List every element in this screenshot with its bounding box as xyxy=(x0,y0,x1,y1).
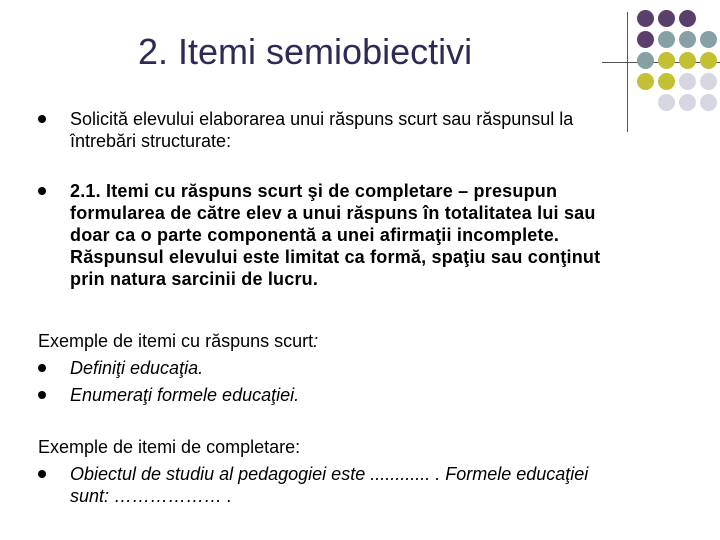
dot-teal xyxy=(637,52,654,69)
dot-purple xyxy=(658,10,675,27)
dot-purple xyxy=(637,31,654,48)
bullet-text-line: doar ca o parte componentă a unei afirmaţii incomplete. xyxy=(70,225,560,245)
dot-lavender xyxy=(679,73,696,90)
dot-olive xyxy=(700,52,717,69)
dot-teal xyxy=(679,31,696,48)
decorative-dot-grid xyxy=(637,10,720,120)
bullet-item xyxy=(38,108,688,152)
dot-teal xyxy=(700,31,717,48)
dot-lavender xyxy=(700,73,717,90)
examples-short-heading xyxy=(38,330,688,352)
bullet-text-line: 2.1. Itemi cu răspuns scurt şi de completare – presupun xyxy=(70,181,558,201)
list-item-text-line: Obiectul de studiu al pedagogiei este ............ . Formele educaţiei xyxy=(70,464,589,484)
list-item-text: Enumeraţi formele educaţiei. xyxy=(70,385,300,405)
bullet-icon xyxy=(38,115,46,123)
list-item-text-line: sunt: ……………… . xyxy=(70,486,233,506)
dot-olive xyxy=(658,52,675,69)
bullet-text-line: Răspunsul elevului este limitat ca formă, spaţiu sau conţinut xyxy=(70,247,601,267)
bullet-icon xyxy=(38,391,46,399)
bullet-text-line: prin natura sarcinii de lucru. xyxy=(70,269,319,289)
list-item-text xyxy=(70,463,588,507)
dot-olive xyxy=(658,73,675,90)
examples-completion-heading: Exemple de itemi de completare: xyxy=(38,437,301,457)
bullet-icon xyxy=(38,187,46,195)
list-item xyxy=(38,357,688,379)
dot-olive xyxy=(637,73,654,90)
bullet-text-line: Solicită elevului elaborarea unui răspuns scurt sau răspunsul la xyxy=(70,109,574,129)
list-item xyxy=(38,384,688,406)
list-item xyxy=(38,463,688,507)
bullet-item xyxy=(38,180,688,290)
dot-purple xyxy=(637,10,654,27)
examples-short-heading-text: Exemple de itemi cu răspuns scurt xyxy=(38,331,314,351)
bullet-text-line: întrebări structurate: xyxy=(70,131,232,151)
bullet-text-line: formularea de către elev a unui răspuns în totalitatea lui sau xyxy=(70,203,596,223)
bullet-text xyxy=(70,108,573,152)
bullet-icon xyxy=(38,364,46,372)
dot-lavender xyxy=(700,94,717,111)
examples-short-heading-colon: : xyxy=(313,331,319,351)
list-item-text: Definiţi educaţia. xyxy=(70,358,204,378)
dot-teal xyxy=(658,31,675,48)
bullet-text xyxy=(70,180,600,290)
dot-olive xyxy=(679,52,696,69)
slide-title: 2. Itemi semiobiectivi xyxy=(138,31,473,72)
dot-purple xyxy=(679,10,696,27)
bullet-icon xyxy=(38,470,46,478)
